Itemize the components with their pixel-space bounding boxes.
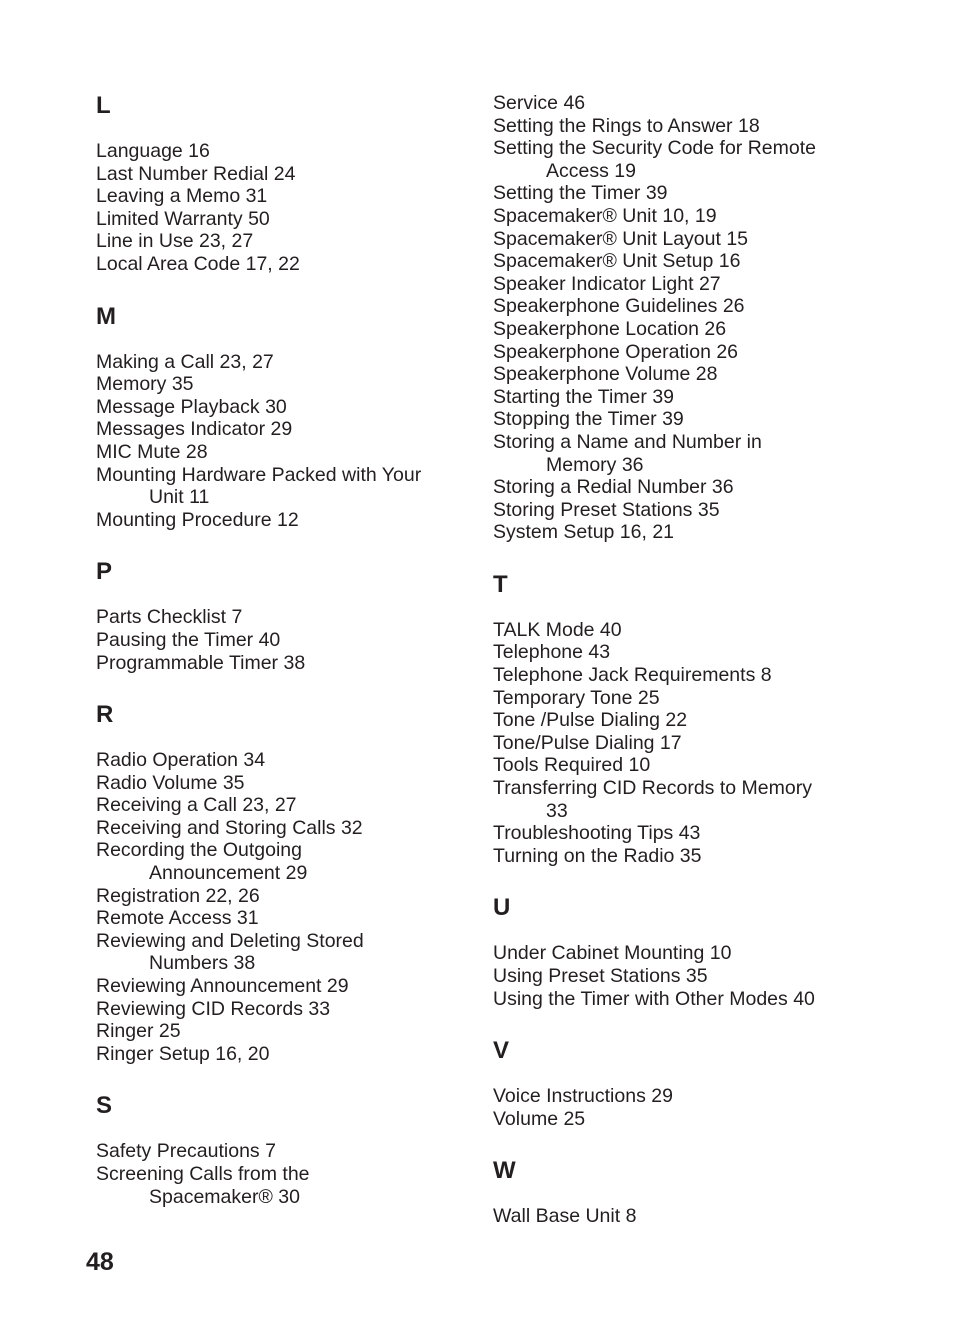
index-entry-text: Spacemaker® Unit 10, 19 [493,204,717,227]
index-column-left [96,92,476,1208]
index-entry [96,1020,476,1043]
index-entry [493,619,933,642]
index-entry-text: Transferring CID Records to Memory [493,777,812,800]
index-entry-list [493,1085,933,1130]
index-entry-text: Speakerphone Location 26 [493,317,727,340]
index-entry-list [96,749,476,1065]
index-entry-text: Language 16 [96,140,210,162]
index-entry-text: Spacemaker® Unit Layout 15 [493,227,749,250]
index-entry [493,845,933,868]
index-entry-text: Radio Operation 34 [96,749,266,772]
index-entry-text: Local Area Code 17, 22 [96,252,300,275]
index-entry-text: Turning on the Radio 35 [493,844,702,867]
index-entry-continuation: Spacemaker® 30 [149,1185,300,1208]
index-entry [493,709,933,732]
index-entry-text: Pausing the Timer 40 [96,628,281,651]
index-entry-text: Last Number Redial 24 [96,162,296,185]
index-entry-text: Speakerphone Volume 28 [493,363,718,386]
index-entry [493,1085,933,1108]
index-entry [493,777,933,822]
index-entry-text: Leaving a Memo 31 [96,185,268,208]
index-section [493,571,933,868]
section-gap [493,867,933,894]
index-entry-text: Parts Checklist 7 [96,606,243,629]
index-section [96,558,476,674]
section-gap [96,531,476,558]
section-letter: R [96,701,114,729]
index-entry [493,499,933,522]
index-entry-text: Under Cabinet Mounting 10 [493,942,732,965]
index-entry-continuation: Numbers 38 [149,952,256,975]
index-entry-list [493,1205,933,1228]
section-gap [493,544,933,571]
index-entry-list [96,351,476,532]
index-entry-text: System Setup 16, 21 [493,521,675,544]
index-entry-text: Ringer 25 [96,1020,181,1043]
index-entry-text: Service 46 [493,92,586,114]
index-entry [493,228,933,251]
index-entry-text: Troubleshooting Tips 43 [493,822,701,845]
section-letter: P [96,558,113,586]
index-entry-text: Temporary Tone 25 [493,686,660,709]
index-entry-text: Speaker Indicator Light 27 [493,272,721,295]
index-entry-text: Spacemaker® Unit Setup 16 [493,250,741,273]
section-letter: U [493,894,511,922]
index-entry [493,431,933,476]
index-entry [493,641,933,664]
section-letter: M [96,302,116,330]
index-entry-text: Reviewing and Deleting Stored [96,929,364,952]
index-entry-text: Message Playback 30 [96,395,287,418]
index-entry [96,1140,476,1163]
index-entry-text: Setting the Security Code for Remote [493,137,816,160]
index-entry [96,464,476,509]
section-gap [96,1065,476,1092]
index-entry-text: MIC Mute 28 [96,440,208,463]
index-entry-text: Safety Precautions 7 [96,1140,276,1163]
section-gap [96,674,476,701]
index-entry [96,652,476,675]
index-entry-text: Recording the Outgoing [96,839,302,862]
index-entry-continuation: Access 19 [546,159,636,182]
index-entry-text: Storing Preset Stations 35 [493,498,720,521]
index-entry [493,92,933,115]
index-section [493,92,933,544]
index-entry-text: Tone /Pulse Dialing 22 [493,709,688,732]
index-entry-text: Registration 22, 26 [96,884,260,907]
index-entry [96,998,476,1021]
index-entry [96,772,476,795]
index-entry [96,208,476,231]
index-entry-text: Mounting Procedure 12 [96,508,299,531]
index-entry-text: Messages Indicator 29 [96,418,293,441]
index-entry-text: Making a Call 23, 27 [96,350,274,373]
index-entry-text: Telephone 43 [493,641,611,664]
index-entry-continuation: 33 [546,799,568,822]
index-entry [493,137,933,182]
index-entry-text: Using the Timer with Other Modes 40 [493,987,815,1010]
section-letter: T [493,570,508,598]
index-entry [493,408,933,431]
index-entry-text: Speakerphone Guidelines 26 [493,295,745,318]
index-entry [493,521,933,544]
index-entry-text: Mounting Hardware Packed with Your [96,463,422,486]
index-entry-text: Volume 25 [493,1107,586,1130]
index-entry [493,942,933,965]
index-entry [96,1043,476,1066]
index-entry-list [493,619,933,868]
index-entry-text: Programmable Timer 38 [96,651,306,674]
index-entry [96,930,476,975]
index-section [493,894,933,1010]
index-entry-text: Remote Access 31 [96,907,259,930]
index-column-right [493,92,933,1228]
index-entry [96,373,476,396]
index-entry-list [493,92,933,544]
index-entry-text: Using Preset Stations 35 [493,965,708,987]
index-entry [493,822,933,845]
index-entry [493,363,933,386]
index-entry [96,185,476,208]
index-entry [96,1163,476,1208]
index-entry [96,606,476,629]
index-entry [493,476,933,499]
index-entry-list [96,606,476,674]
index-entry [96,817,476,840]
index-entry-text: Tone/Pulse Dialing 17 [493,731,682,754]
index-entry [493,1108,933,1131]
index-section [96,92,476,276]
index-entry-text: Speakerphone Operation 26 [493,340,739,363]
index-entry-text: Radio Volume 35 [96,771,245,794]
index-entry-text: Limited Warranty 50 [96,207,270,230]
index-entry [493,318,933,341]
index-entry-text: Storing a Name and Number in [493,430,762,453]
index-entry [96,885,476,908]
index-entry-list [96,140,476,276]
index-entry [493,687,933,710]
index-entry-text: Storing a Redial Number 36 [493,476,734,499]
index-section [493,1037,933,1130]
index-entry-text: Screening Calls from the [96,1163,310,1185]
index-entry [493,664,933,687]
index-entry [493,988,933,1011]
index-entry-text: Receiving and Storing Calls 32 [96,816,363,839]
index-entry [96,794,476,817]
index-section [96,701,476,1065]
section-gap [96,276,476,303]
index-entry [96,975,476,998]
index-entry [493,965,933,988]
index-entry [96,253,476,276]
index-entry-text: Setting the Timer 39 [493,182,668,205]
index-entry-text: Starting the Timer 39 [493,385,675,408]
index-entry [96,418,476,441]
index-entry [493,295,933,318]
index-entry-text: Memory 35 [96,373,194,396]
index-entry-text: Receiving a Call 23, 27 [96,794,297,817]
section-letter: V [493,1037,510,1065]
index-section [96,303,476,532]
index-entry-list [96,1140,476,1208]
index-entry-text: Voice Instructions 29 [493,1085,673,1108]
index-entry-text: Stopping the Timer 39 [493,408,684,431]
index-entry [493,732,933,755]
section-letter: S [96,1092,113,1120]
index-entry [96,396,476,419]
index-entry [493,205,933,228]
index-entry [96,839,476,884]
index-entry-text: Tools Required 10 [493,754,651,777]
index-entry-text: Wall Base Unit 8 [493,1205,637,1228]
index-entry [96,230,476,253]
index-entry [493,1205,933,1228]
index-entry [96,629,476,652]
index-entry [96,749,476,772]
index-entry [96,140,476,163]
index-entry [493,182,933,205]
index-entry [493,341,933,364]
index-section [96,1092,476,1208]
index-entry [493,273,933,296]
page-number: 48 [86,1248,114,1276]
index-entry-list [493,942,933,1010]
index-entry-text: Reviewing Announcement 29 [96,975,349,998]
index-entry-text: Line in Use 23, 27 [96,230,254,253]
section-gap [493,1010,933,1037]
index-entry-text: TALK Mode 40 [493,618,622,641]
index-entry-text: Reviewing CID Records 33 [96,997,331,1020]
index-entry [493,250,933,273]
index-entry [493,386,933,409]
section-letter: L [96,92,111,119]
index-entry-continuation: Announcement 29 [149,862,308,885]
index-entry-text: Setting the Rings to Answer 18 [493,114,760,137]
index-entry [96,163,476,186]
index-entry [96,509,476,532]
index-entry [96,351,476,374]
index-entry-text: Telephone Jack Requirements 8 [493,664,772,687]
index-entry-text: Ringer Setup 16, 20 [96,1042,270,1065]
section-gap [493,1130,933,1157]
section-letter: W [493,1157,516,1185]
index-entry-continuation: Memory 36 [546,453,644,476]
index-entry [493,115,933,138]
index-section [493,1157,933,1228]
index-entry-continuation: Unit 11 [149,486,210,509]
index-entry [96,907,476,930]
index-entry [96,441,476,464]
index-entry [493,754,933,777]
